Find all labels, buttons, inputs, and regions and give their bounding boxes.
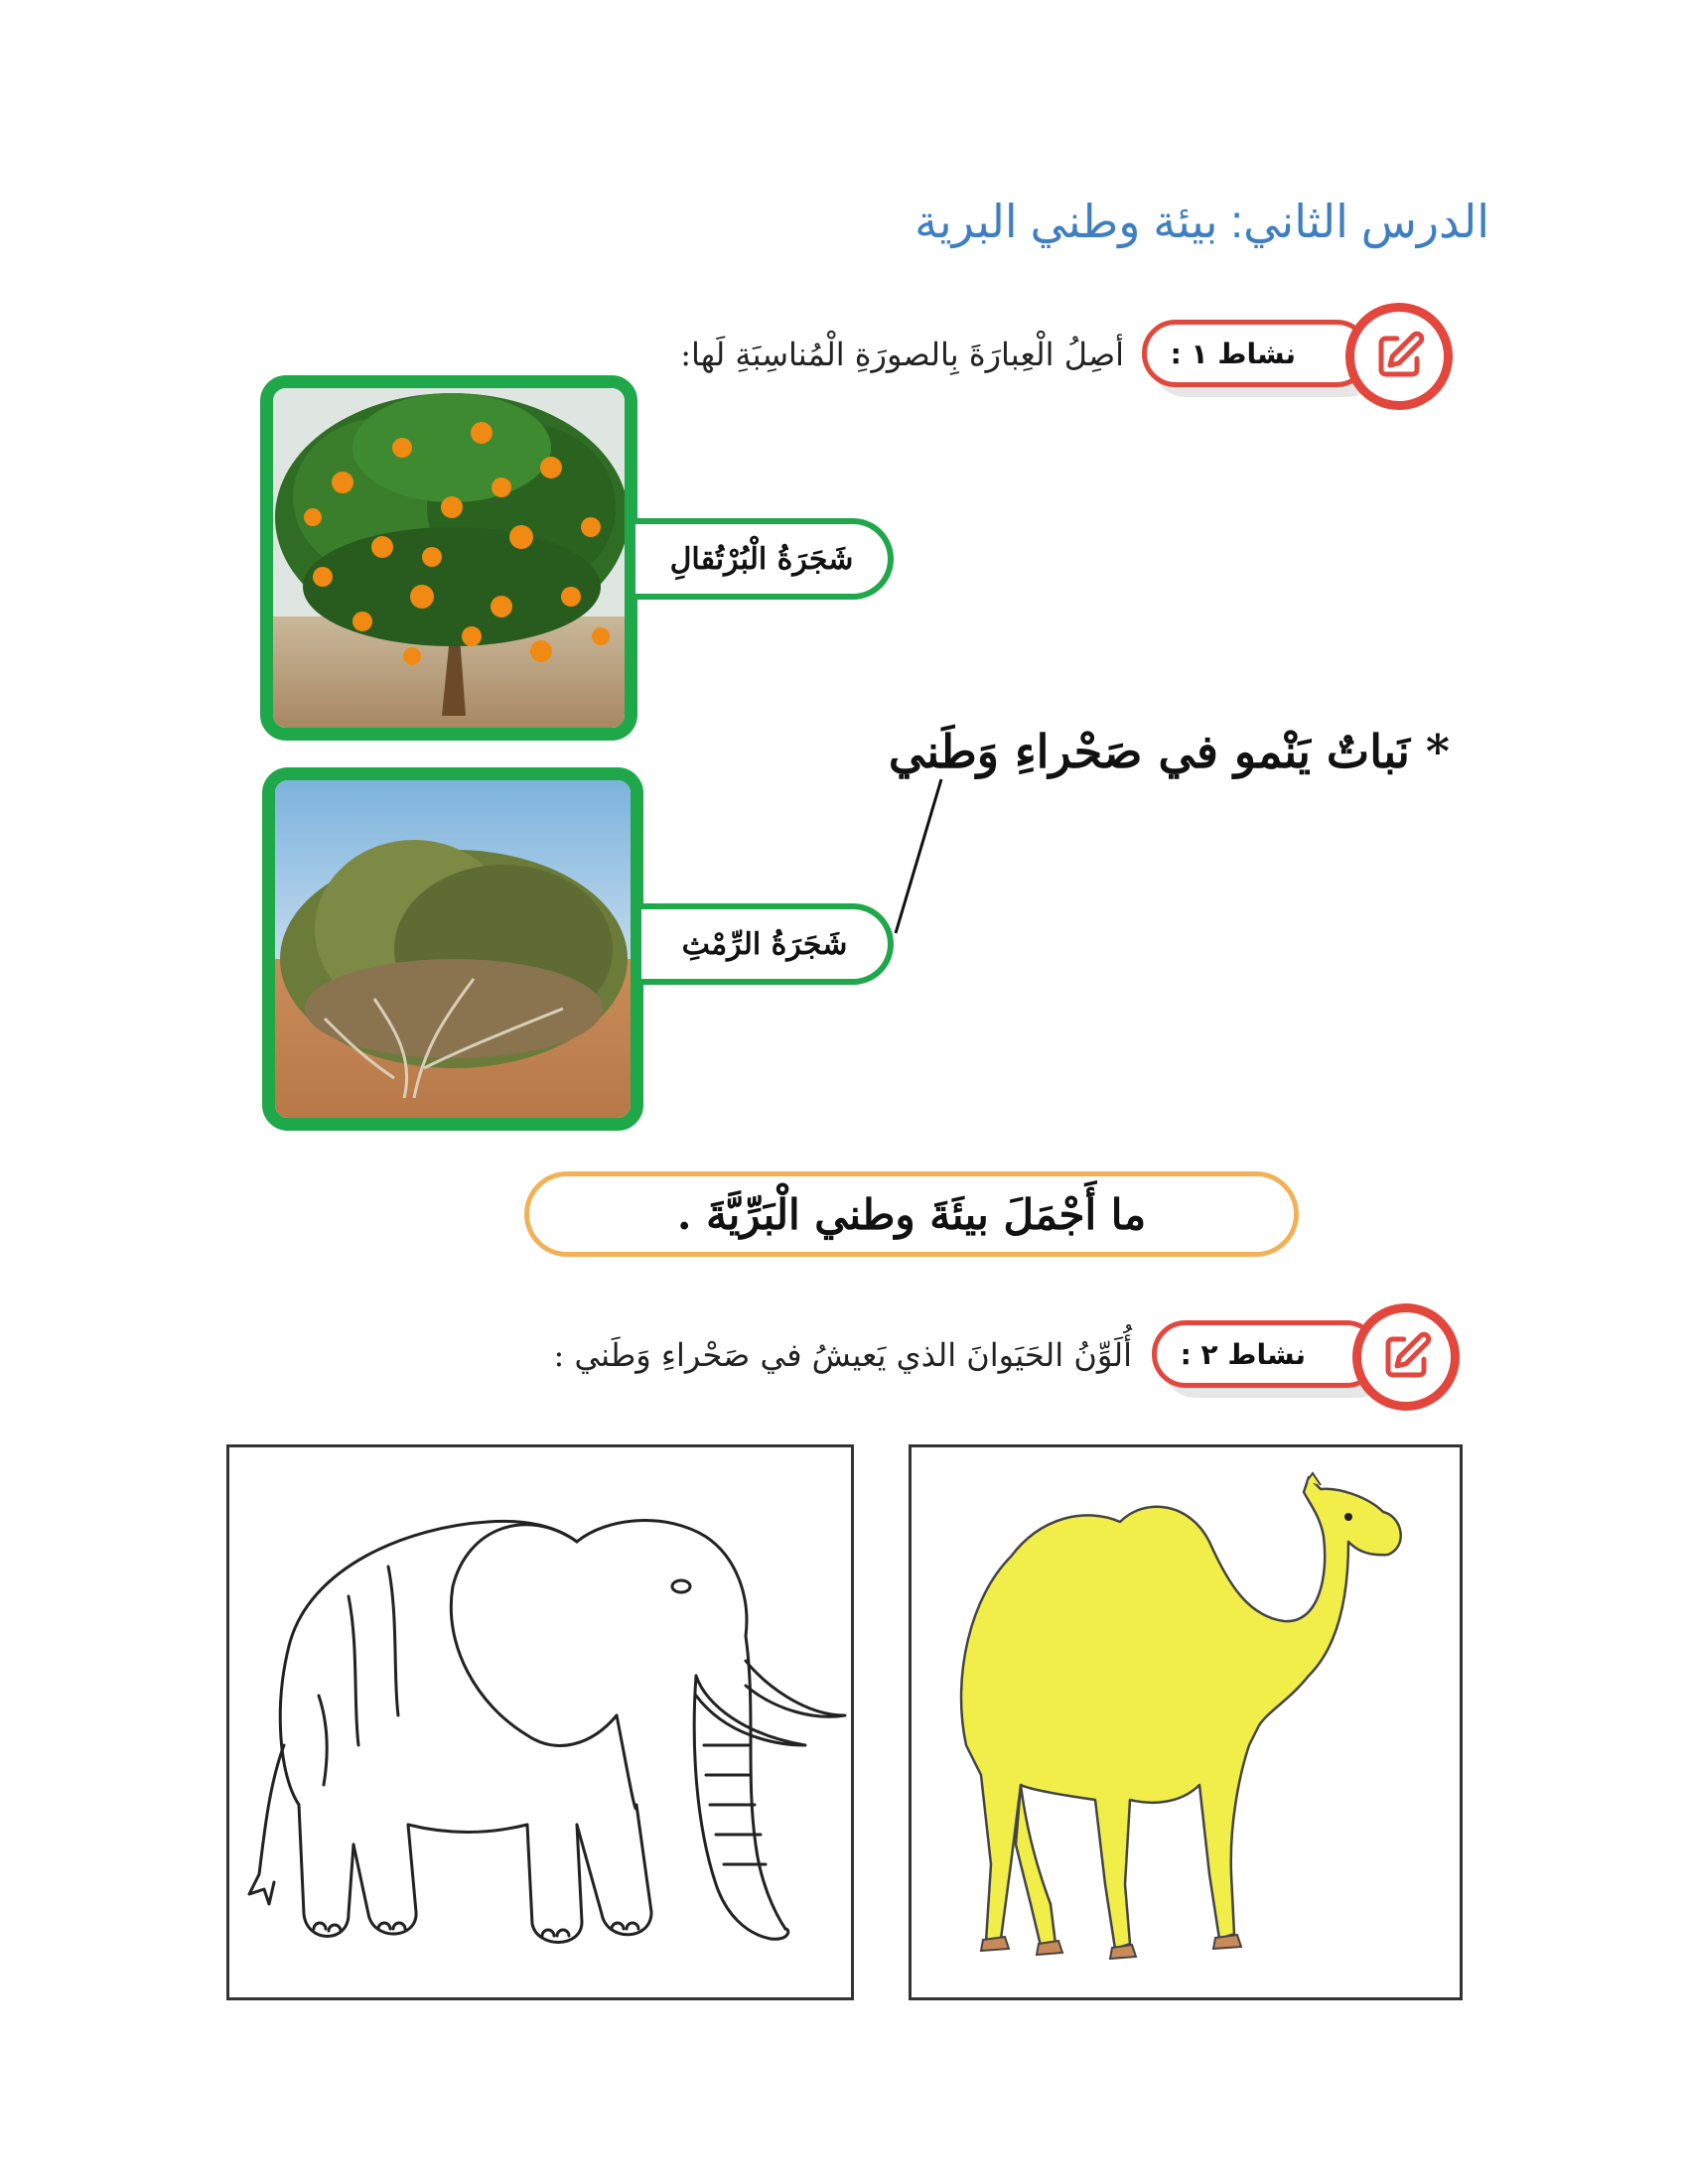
pencil-square-icon: [1372, 330, 1426, 383]
desert-shrub-image: [275, 780, 631, 1118]
matching-line: [884, 774, 953, 943]
desert-plant-statement: * نَباتٌ يَنْمو في صَحْراءِ وَطَني: [888, 725, 1450, 778]
activity2-label: نشاط ٢ :: [1180, 1337, 1306, 1371]
activity2-badge: [1352, 1303, 1460, 1411]
activity1-badge: [1345, 303, 1453, 410]
exclamation-banner: [524, 1171, 1299, 1257]
camel-frame[interactable]: [909, 1444, 1463, 2000]
orange-tree-image: [273, 388, 625, 728]
activity1-pill: [1142, 320, 1370, 387]
exclamation-text: ما أَجْمَلَ بيئَةَ وطني الْبَرِّيَّةَ .: [676, 1189, 1147, 1239]
desert-shrub-photo: [262, 767, 643, 1131]
orange-tree-label: [635, 518, 894, 600]
activity1-instruction: أصِلُ الْعِبارَةَ بِالصورَةِ الْمُناسِبَةِ لَها:: [680, 336, 1124, 373]
pencil-square-icon: [1379, 1330, 1433, 1384]
activity2-pill: [1152, 1320, 1380, 1388]
desert-shrub-label-text: شَجَرَةُ الرِّمْثِ: [681, 926, 848, 962]
orange-tree-label-text: شَجَرَةُ الْبُرْتُقالِ: [669, 541, 854, 577]
activity1-label: نشاط ١ :: [1170, 337, 1296, 370]
elephant-frame[interactable]: [226, 1444, 854, 2000]
lesson-title: الدرس الثاني: بيئة وطني البرية: [914, 196, 1489, 247]
desert-shrub-label: [641, 903, 894, 985]
activity2-instruction: أُلَوِّنُ الحَيَوانَ الذي يَعيشُ في صَحْراءِ وَطَني :: [553, 1336, 1132, 1374]
camel-drawing[interactable]: [912, 1447, 1460, 1997]
orange-tree-photo: [260, 375, 637, 741]
elephant-drawing[interactable]: [229, 1447, 851, 1997]
